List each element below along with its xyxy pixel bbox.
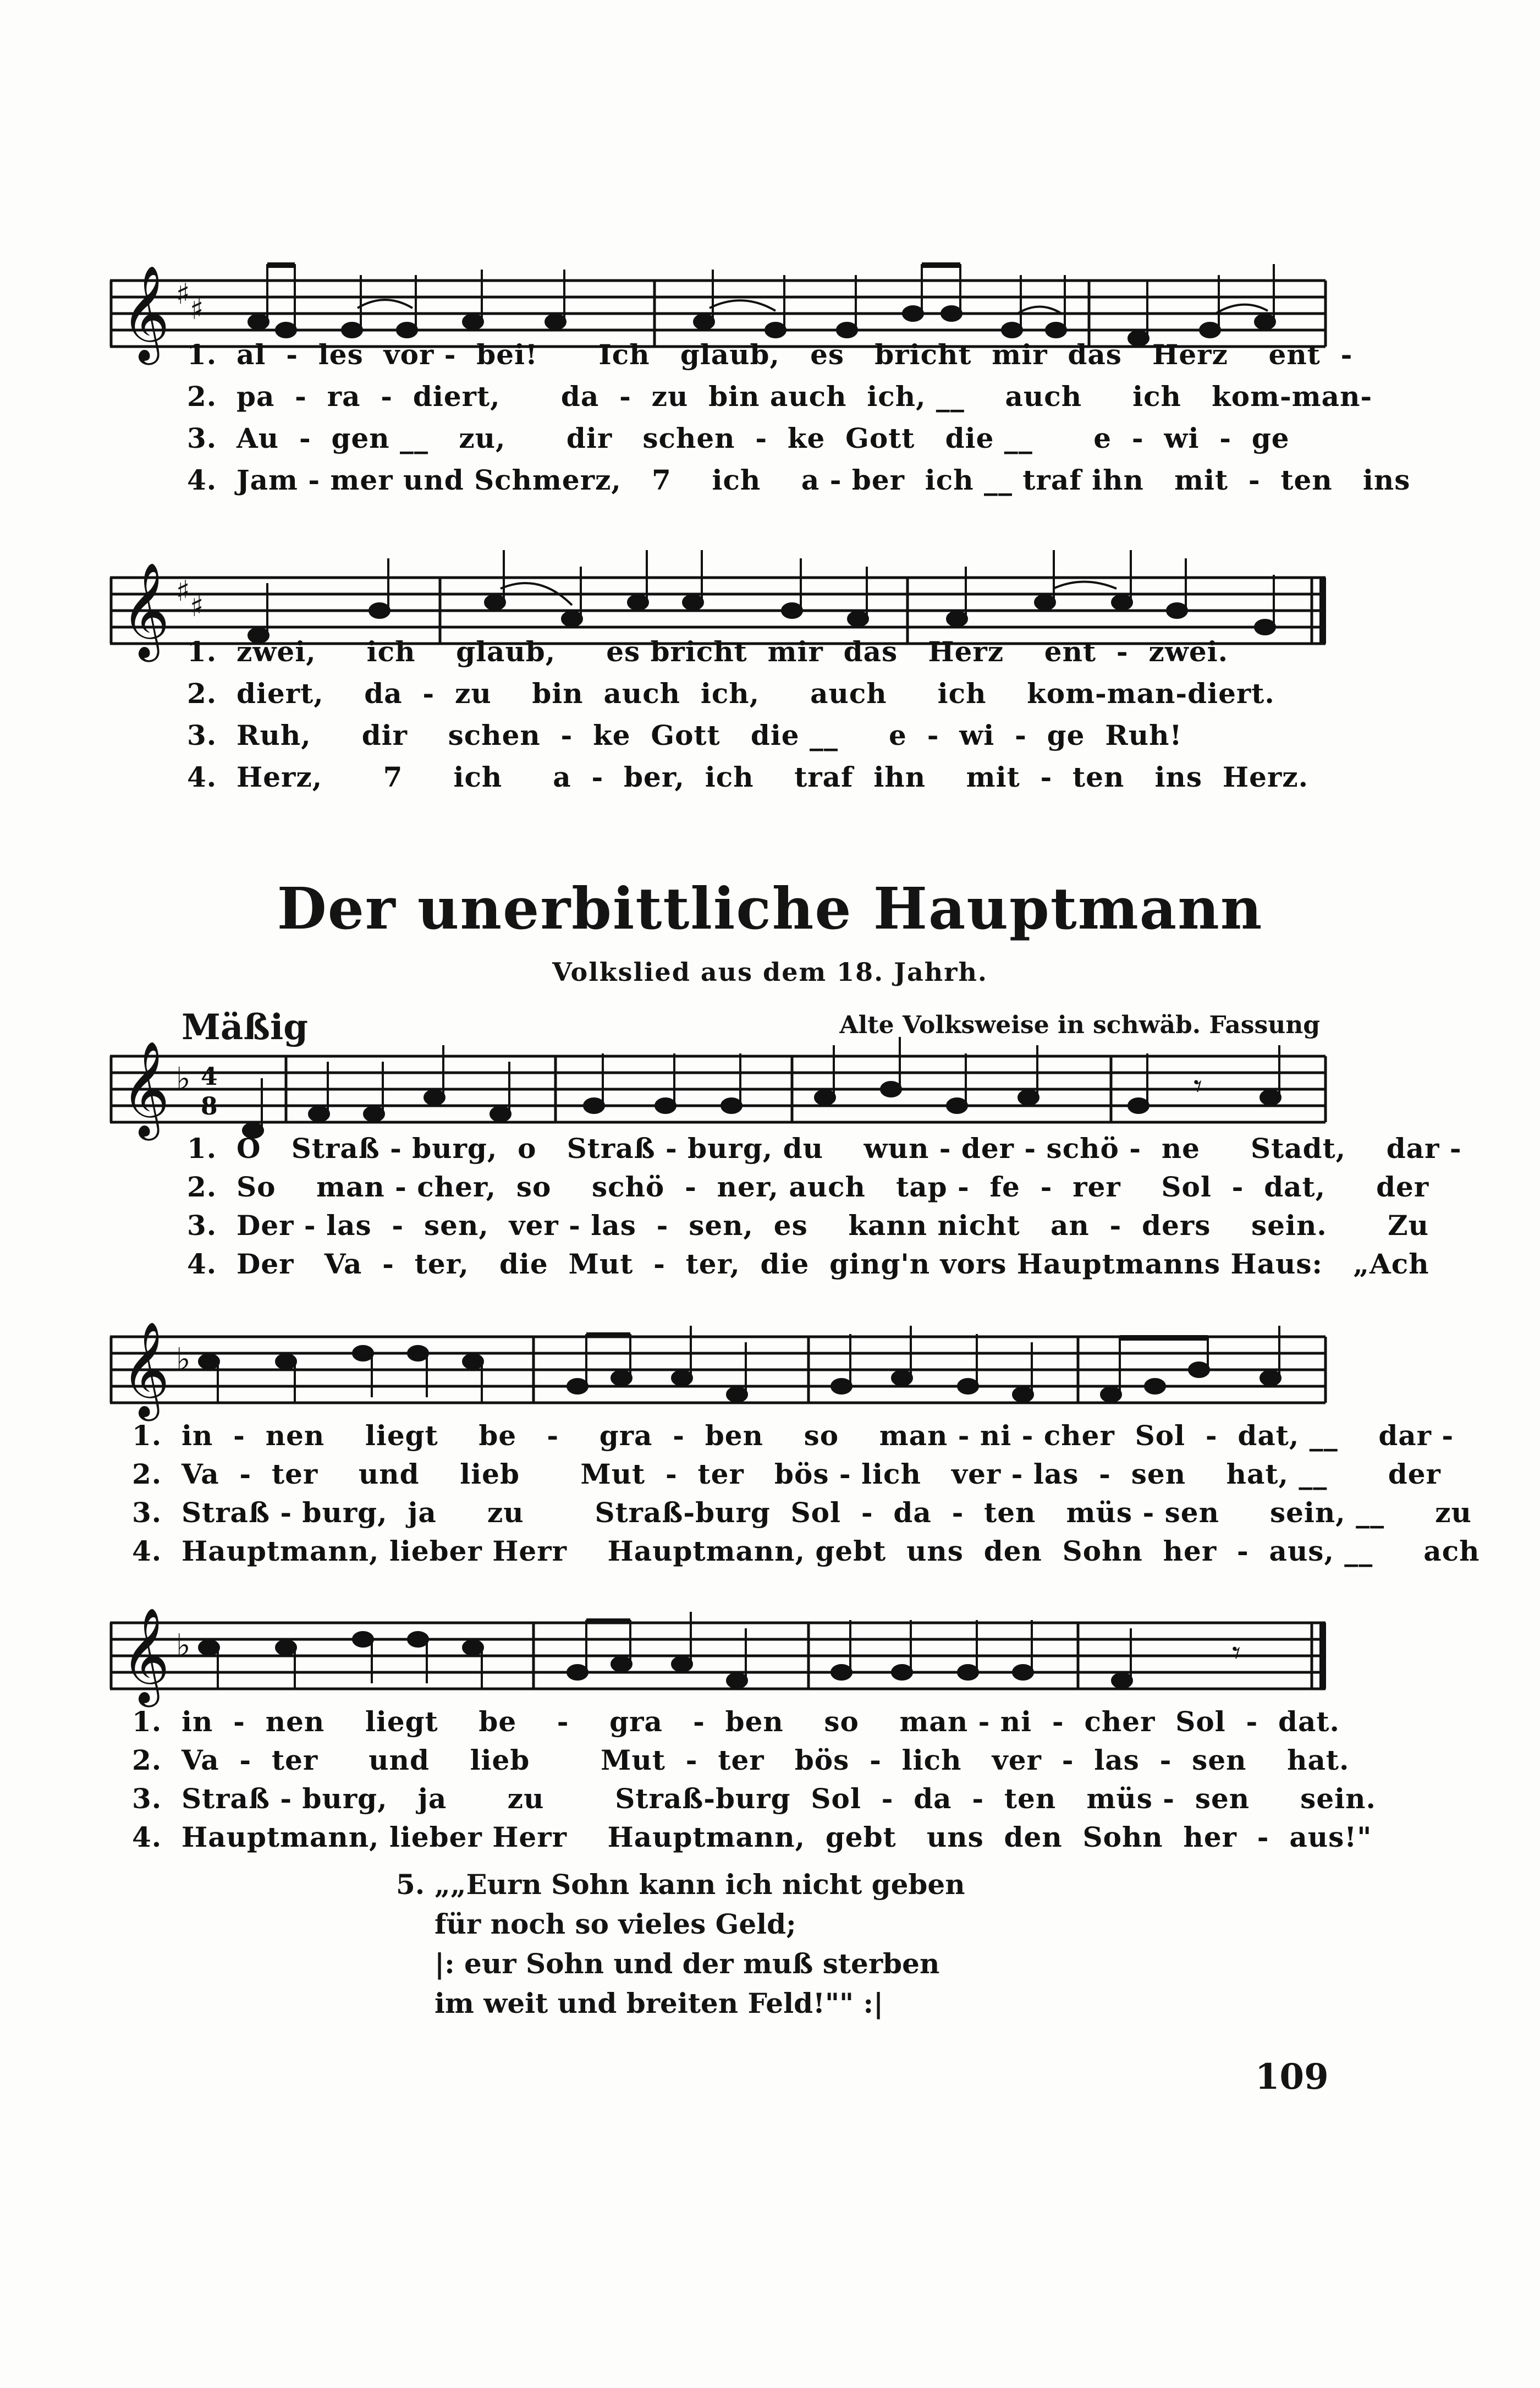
- treble-clef-icon: 𝄞: [121, 562, 170, 658]
- lyric-line: [132, 1782, 1376, 1824]
- lyric-line: [187, 1171, 1429, 1212]
- verse-number: 1.: [187, 1132, 217, 1165]
- lyric-text: zwei, ich glaub, es bricht mir das Herz ent - zwei.: [237, 635, 1229, 668]
- lyric-text: Jam - mer und Schmerz, 7 ich a - ber ich __ traf ihn mit - ten ins: [237, 464, 1411, 496]
- lyric-line: [187, 719, 1353, 761]
- lyric-line: [187, 380, 1373, 422]
- time-signature-icon: 8: [201, 1093, 218, 1121]
- verse-number: 4.: [132, 1821, 162, 1853]
- lyric-line: [187, 677, 1353, 719]
- staff-system-2: [99, 550, 1331, 825]
- verse-line: |: eur Sohn und der muß sterben: [435, 1947, 940, 1980]
- lyric-line: [187, 761, 1353, 803]
- flat-icon: ♭: [176, 1342, 191, 1377]
- verse-number: 4.: [187, 761, 217, 793]
- lyric-line: [187, 464, 1411, 506]
- tempo-marking: Mäßig: [182, 1007, 308, 1048]
- notes-system-2: [249, 550, 1275, 643]
- lyric-line: [187, 338, 1353, 380]
- lyric-line: [132, 1744, 1350, 1786]
- lyric-text: Ruh, dir schen - ke Gott die __ e - wi - ge Ruh!: [237, 719, 1182, 751]
- lyric-line: [132, 1535, 1480, 1577]
- lyric-text: Herz, 7 ich a - ber, ich traf ihn mit - ten ins Herz.: [237, 761, 1309, 793]
- verse-line: „„Eurn Sohn kann ich nicht geben: [435, 1868, 965, 1901]
- flat-icon: ♭: [176, 1628, 191, 1664]
- lyric-line: [132, 1821, 1372, 1863]
- verse-number: 4.: [132, 1535, 162, 1567]
- lyric-text: Va - ter und lieb Mut - ter bös - lich ver - las - sen hat.: [182, 1744, 1350, 1776]
- sharp-icon: ♯: [176, 575, 190, 608]
- verse-number: 3.: [187, 422, 217, 454]
- lyric-text: in - nen liegt be - gra - ben so man - ni - cher Sol - dat.: [182, 1705, 1340, 1738]
- treble-clef-icon: 𝄞: [121, 1607, 170, 1703]
- staff-system-5: [99, 1601, 1376, 1865]
- lyric-text: in - nen liegt be - gra - ben so man - ni - cher Sol - dat, __ dar -: [182, 1419, 1454, 1452]
- lyric-text: Der Va - ter, die Mut - ter, die ging'n vors Hauptmanns Haus: „Ach: [237, 1248, 1429, 1280]
- verse-number: 3.: [132, 1782, 162, 1815]
- music-staff: [99, 1315, 1331, 1425]
- staff-system-1: [99, 259, 1411, 523]
- verse-number: 1.: [132, 1419, 162, 1452]
- verse-line: für noch so vieles Geld;: [435, 1908, 796, 1940]
- lyric-text: al - les vor - bei! Ich glaub, es bricht mir das Herz ent -: [237, 338, 1353, 371]
- treble-clef-icon: 𝄞: [121, 265, 170, 361]
- arrangement-credit: Alte Volksweise in schwäb. Fassung: [839, 1011, 1320, 1039]
- lyric-line: [132, 1458, 1441, 1500]
- lyric-text: O Straß - burg, o Straß - burg, du wun - der - schö - ne Stadt, dar -: [237, 1132, 1462, 1165]
- sharp-icon: ♯: [190, 293, 204, 326]
- page-number: 109: [1255, 2056, 1329, 2098]
- time-signature-icon: 4: [201, 1063, 218, 1091]
- lyric-text: So man - cher, so schö - ner, auch tap - fe - rer Sol - dat, der: [237, 1171, 1429, 1203]
- lyric-line: [132, 1419, 1454, 1461]
- verse-number: 4.: [187, 464, 217, 496]
- lyric-line: [187, 1209, 1429, 1251]
- lyric-line: [132, 1496, 1472, 1538]
- eighth-rest-icon: 𝄾: [1194, 1067, 1202, 1106]
- flat-icon: ♭: [176, 1061, 191, 1097]
- song-title: Der unerbittliche Hauptmann: [277, 875, 1263, 942]
- verse-number: 1.: [132, 1705, 162, 1738]
- verse-number: 2.: [132, 1744, 162, 1776]
- verse-5: [396, 1865, 965, 2023]
- lyric-text: diert, da - zu bin auch ich, auch ich kom-man-diert.: [237, 677, 1275, 710]
- lyric-line: [187, 1248, 1429, 1289]
- verse-number: 1.: [187, 338, 217, 371]
- verse-number: 1.: [187, 635, 217, 668]
- lyric-text: Hauptmann, lieber Herr Hauptmann, gebt uns den Sohn her - aus!": [182, 1821, 1372, 1853]
- music-staff: [99, 1601, 1331, 1711]
- treble-clef-icon: 𝄞: [121, 1041, 170, 1137]
- sharp-icon: ♯: [176, 278, 190, 311]
- lyric-line: [132, 1705, 1340, 1747]
- lyric-text: Der - las - sen, ver - las - sen, es kann nicht an - ders sein. Zu: [237, 1209, 1429, 1242]
- verse-number: 2.: [187, 677, 217, 710]
- song-subtitle: Volkslied aus dem 18. Jahrh.: [552, 957, 988, 987]
- music-staff: [99, 1034, 1331, 1144]
- verse-number: 2.: [132, 1458, 162, 1490]
- lyric-line: [187, 422, 1353, 464]
- lyric-text: Va - ter und lieb Mut - ter bös - lich ver - las - sen hat, __ der: [182, 1458, 1441, 1490]
- verse-number: 3.: [187, 1209, 217, 1242]
- lyric-line: [187, 635, 1353, 677]
- eighth-rest-icon: 𝄾: [1232, 1634, 1241, 1672]
- verse-number: 5.: [396, 1868, 425, 1901]
- staff-system-3: [99, 1034, 1462, 1320]
- lyric-line: [187, 1132, 1462, 1174]
- verse-number: 3.: [187, 719, 217, 751]
- lyric-text: Straß - burg, ja zu Straß-burg Sol - da - ten müs - sen sein.: [182, 1782, 1376, 1815]
- lyric-text: Hauptmann, lieber Herr Hauptmann, gebt uns den Sohn her - aus, __ ach: [182, 1535, 1480, 1567]
- lyric-text: Straß - burg, ja zu Straß-burg Sol - da - ten müs - sen sein, __ zu: [182, 1496, 1472, 1529]
- verse-number: 3.: [132, 1496, 162, 1529]
- verse-number: 4.: [187, 1248, 217, 1280]
- sharp-icon: ♯: [190, 590, 204, 623]
- verse-number: 2.: [187, 380, 217, 413]
- lyric-text: pa - ra - diert, da - zu bin auch ich, __ auch ich kom-man-: [237, 380, 1373, 413]
- verse-line: im weit und breiten Feld!"" :|: [435, 1987, 884, 2019]
- verse-number: 2.: [187, 1171, 217, 1203]
- staff-system-4: [99, 1315, 1480, 1601]
- treble-clef-icon: 𝄞: [121, 1321, 170, 1417]
- lyric-text: Au - gen __ zu, dir schen - ke Gott die __ e - wi - ge: [237, 422, 1290, 454]
